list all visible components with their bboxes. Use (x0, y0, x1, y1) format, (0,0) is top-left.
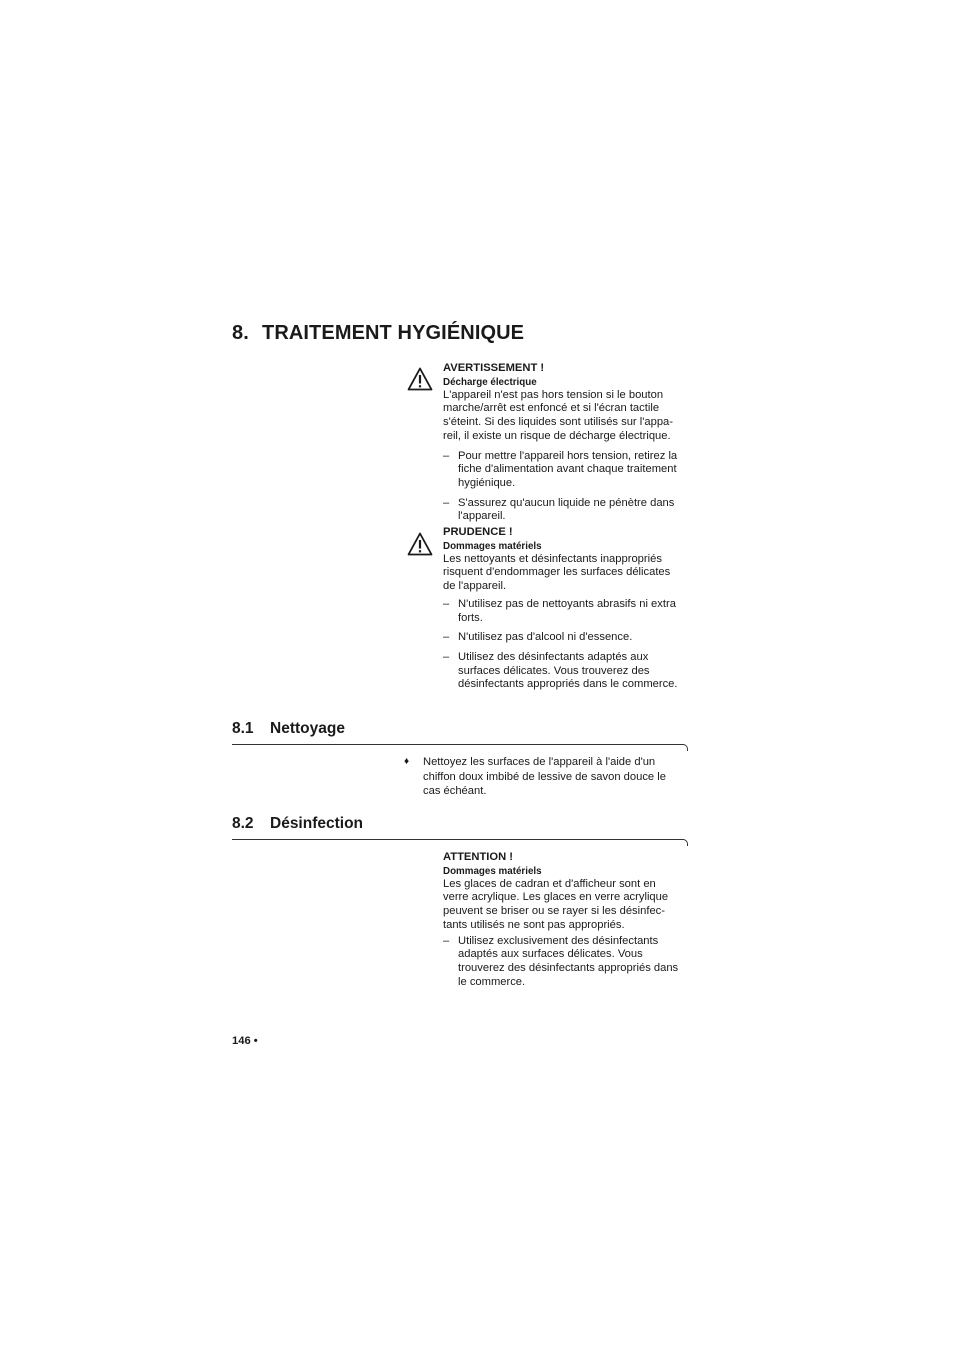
list-item: – Utilisez des désinfectants adaptés aux surfaces délicates. Vous trouverez des désinfectants appropriés dans le commerce. (443, 650, 678, 691)
caution-subtitle: Dommages matériels (443, 540, 542, 552)
section-rule (232, 839, 684, 840)
list-item: – S'assurez qu'aucun liquide ne pénètre dans l'appareil. (443, 496, 675, 523)
warning-text: L'appareil n'est pas hors tension si le bouton marche/arrêt est enfoncé et si l'écran tactile s'éteint. Si des liquides sont utilisés sur l'appa- reil, il existe un risque de décharge électrique. (443, 388, 674, 442)
diamond-bullet-icon: ♦ (404, 756, 410, 767)
section-number: 8.1 (232, 720, 254, 737)
attention-subtitle: Dommages matériels (443, 865, 542, 877)
section-title: Nettoyage (270, 720, 345, 737)
warning-triangle-icon (407, 367, 433, 391)
chapter-title: TRAITEMENT HYGIÉNIQUE (262, 322, 525, 344)
section-heading-desinfection (232, 815, 363, 833)
section-heading-nettoyage (232, 720, 345, 738)
section-rule (232, 744, 684, 745)
list-item: – N'utilisez pas de nettoyants abrasifs ni extra forts. (443, 597, 676, 624)
chapter-number: 8. (232, 322, 249, 344)
attention-title: ATTENTION ! (443, 851, 514, 863)
caution-text: Les nettoyants et désinfectants inappropriés risquent d'endommager les surfaces délicates de l'appareil. (443, 552, 671, 593)
section-number: 8.2 (232, 815, 254, 832)
list-item: – Utilisez exclusivement des désinfectants adaptés aux surfaces délicates. Vous trouverez des désinfectants appropriés dans le commerce. (443, 934, 679, 988)
page-number: 146 • (232, 1035, 258, 1047)
warning-subtitle: Décharge électrique (443, 376, 537, 388)
list-item: – Pour mettre l'appareil hors tension, retirez la fiche d'alimentation avant chaque traitement hygiénique. (443, 449, 678, 489)
attention-text: Les glaces de cadran et d'afficheur sont en verre acrylique. Les glaces en verre acrylique peuvent se briser ou se rayer si les désinfec- tants utilisés ne sont pas appropriés. (443, 877, 669, 931)
caution-block (443, 526, 693, 692)
caution-title: PRUDENCE ! (443, 526, 513, 538)
warning-title: AVERTISSEMENT ! (443, 362, 545, 374)
section-title: Désinfection (270, 815, 364, 832)
attention-block (443, 851, 693, 989)
caution-triangle-icon (407, 532, 433, 556)
cleaning-text: Nettoyez les surfaces de l'appareil à l'aide d'un chiffon doux imbibé de lessive de savon douce le cas échéant. (423, 756, 666, 797)
chapter-heading (232, 322, 524, 345)
list-item: – N'utilisez pas d'alcool ni d'essence. (443, 631, 633, 644)
warning-electric-block (443, 362, 693, 524)
